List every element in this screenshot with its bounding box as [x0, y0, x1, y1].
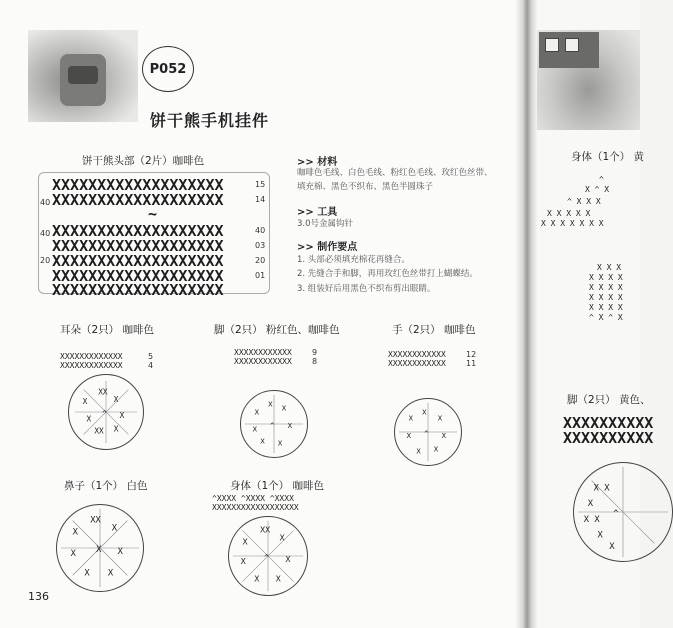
svg-text:X: X: [113, 395, 119, 405]
head-row-1-num: 15: [255, 180, 266, 189]
svg-text:XX: XX: [260, 524, 271, 535]
feet-label: 脚（2只） 粉红色、咖啡色: [214, 324, 340, 336]
svg-text:X: X: [96, 544, 102, 555]
bear-photo: [28, 30, 138, 122]
tools-heading: >> 工具: [297, 207, 338, 218]
right-body-chart: [537, 170, 640, 330]
head-row-3: XXXXXXXXXXXXXXXXXXX: [52, 222, 224, 240]
materials-line-1: 咖啡色毛线、白色毛线、粉红色毛线、玫红色丝带、: [297, 168, 493, 178]
svg-text:X: X: [82, 397, 88, 407]
head-row-skip: ~: [148, 205, 158, 223]
svg-text:X: X: [441, 430, 446, 440]
page-number: 136: [28, 590, 49, 603]
head-row-3-num: 40: [255, 226, 266, 235]
feet-row-1: XXXXXXXXXXXX: [234, 348, 292, 357]
materials-heading: >> 材料: [297, 157, 338, 168]
feet-round-chart: [240, 390, 308, 458]
svg-text:X: X: [84, 568, 90, 579]
right-feet-round-chart: [573, 462, 673, 562]
ears-row-2-num: 4: [148, 361, 154, 370]
nose-label: 鼻子（1个） 白色: [64, 480, 148, 492]
head-side-label-1: 40: [40, 198, 51, 207]
svg-text:^: ^: [270, 420, 275, 430]
feet-row-1-num: 9: [312, 348, 318, 357]
svg-text:X ^ X: X ^ X: [585, 185, 610, 194]
body-round-chart: [228, 516, 308, 596]
ears-round-chart: [68, 374, 144, 450]
svg-text:X X X X X X X: X X X X X X X: [541, 219, 604, 228]
head-row-4-num: 03: [255, 241, 266, 250]
steps-line-2: 2. 先缝合手和脚，再用玫红色丝带打上蝴蝶结。: [297, 269, 478, 279]
book-gutter: [515, 0, 537, 628]
body-row-1: ^XXXX ^XXXX ^XXXX: [212, 494, 294, 503]
steps-heading: >> 制作要点: [297, 242, 358, 253]
head-row-2-num: 14: [255, 195, 266, 204]
svg-text:X: X: [437, 413, 443, 423]
svg-text:X: X: [107, 568, 114, 579]
hands-row-2-num: 11: [466, 359, 477, 368]
svg-text:X: X: [406, 430, 412, 440]
head-row-5-num: 20: [255, 256, 266, 265]
svg-text:X: X: [254, 573, 260, 584]
svg-text:X: X: [285, 553, 291, 564]
head-label: 饼干熊头部（2片）咖啡色: [82, 155, 205, 167]
svg-text:X: X: [260, 436, 265, 446]
right-body-label: 身体（1个） 黄: [571, 151, 645, 163]
bear-face: [68, 66, 98, 84]
svg-text:^ X X X: ^ X X X: [567, 197, 601, 206]
house-window: [545, 38, 559, 52]
svg-text:X: X: [277, 438, 283, 448]
svg-text:XX: XX: [94, 426, 104, 436]
svg-text:X: X: [86, 414, 92, 424]
page-title: 饼干熊手机挂件: [150, 111, 270, 130]
ears-label: 耳朵（2只） 咖啡色: [60, 324, 155, 336]
right-feet-label: 脚（2只） 黄色、: [567, 394, 651, 406]
ears-row-2: XXXXXXXXXXXXX: [60, 361, 123, 370]
head-row-6-num: 01: [255, 271, 266, 280]
svg-text:X X X X: X X X X: [589, 283, 623, 292]
body-row-2: XXXXXXXXXXXXXXXXXX: [212, 503, 299, 512]
svg-text:X: X: [268, 399, 273, 409]
svg-text:X: X: [597, 530, 603, 541]
svg-text:X: X: [119, 410, 125, 420]
materials-line-2: 填充棉、黑色不织布、黑色半圆珠子: [297, 182, 434, 192]
svg-text:^: ^: [264, 551, 270, 562]
svg-text:X X X X X: X X X X X: [547, 209, 591, 218]
feet-row-2-num: 8: [312, 357, 318, 366]
pattern-badge: P052: [142, 46, 194, 92]
svg-text:X X X: X X X: [597, 263, 622, 272]
house-window: [565, 38, 579, 52]
svg-text:^: ^: [613, 508, 619, 519]
body-label: 身体（1个） 咖啡色: [230, 480, 325, 492]
svg-text:XX: XX: [90, 515, 101, 526]
svg-text:X X: X X: [583, 514, 600, 525]
tools-line-1: 3.0号金属钩针: [297, 219, 354, 229]
svg-text:^: ^: [102, 408, 107, 418]
svg-text:X: X: [433, 444, 439, 454]
head-side-label-2: 40: [40, 229, 51, 238]
right-feet-row-2: XXXXXXXXXX: [563, 429, 654, 447]
ears-row-1: XXXXXXXXXXXXX: [60, 352, 123, 361]
svg-text:X: X: [587, 499, 594, 510]
right-feet-row-1: XXXXXXXXXX: [563, 414, 654, 432]
svg-text:X: X: [254, 407, 259, 417]
svg-text:X: X: [275, 573, 281, 584]
svg-text:X X X X: X X X X: [589, 273, 623, 282]
svg-text:^: ^: [599, 175, 604, 184]
steps-line-3: 3. 组装好后用黑色不织布剪出眼睛。: [297, 284, 436, 294]
svg-text:X: X: [240, 555, 246, 566]
svg-text:X: X: [287, 420, 292, 430]
svg-text:X X X X: X X X X: [589, 303, 623, 312]
svg-text:X: X: [70, 548, 76, 559]
figure-photo: [537, 30, 640, 130]
svg-text:X: X: [408, 413, 413, 423]
head-row-4: XXXXXXXXXXXXXXXXXXX: [52, 237, 224, 255]
svg-text:X: X: [422, 407, 427, 417]
svg-text:X: X: [252, 424, 258, 434]
svg-text:X: X: [72, 527, 78, 538]
hands-round-chart: [394, 398, 462, 466]
svg-text:X: X: [113, 424, 119, 434]
svg-text:X: X: [279, 532, 285, 543]
svg-text:X: X: [117, 546, 123, 557]
house-backdrop: [539, 32, 599, 68]
nose-round-chart: [56, 504, 144, 592]
right-page: [537, 0, 654, 628]
svg-text:X X: X X: [593, 483, 610, 494]
svg-text:X: X: [416, 446, 421, 456]
head-side-label-3: 20: [40, 256, 51, 265]
hands-row-2: XXXXXXXXXXXX: [388, 359, 446, 368]
hands-row-1: XXXXXXXXXXXX: [388, 350, 446, 359]
steps-line-1: 1. 头部必须填充棉花再缝合。: [297, 255, 410, 265]
svg-text:^: ^: [424, 428, 429, 438]
head-row-5: XXXXXXXXXXXXXXXXXXX: [52, 252, 224, 270]
svg-text:XX: XX: [98, 387, 108, 397]
ears-row-1-num: 5: [148, 352, 154, 361]
head-row-7: XXXXXXXXXXXXXXXXXXX: [52, 281, 224, 299]
svg-text:^ X ^ X: ^ X ^ X: [589, 313, 623, 322]
svg-text:X X X X: X X X X: [589, 293, 623, 302]
head-row-2: XXXXXXXXXXXXXXXXXXX: [52, 191, 224, 209]
svg-text:X: X: [242, 536, 248, 547]
svg-text:X: X: [111, 523, 118, 534]
hands-row-1-num: 12: [466, 350, 477, 359]
feet-row-2: XXXXXXXXXXXX: [234, 357, 292, 366]
hands-label: 手（2只） 咖啡色: [392, 324, 476, 336]
svg-text:X: X: [281, 403, 287, 413]
svg-text:X: X: [609, 542, 615, 553]
head-row-1: XXXXXXXXXXXXXXXXXXX: [52, 176, 224, 194]
head-row-6: XXXXXXXXXXXXXXXXXXX: [52, 267, 224, 285]
